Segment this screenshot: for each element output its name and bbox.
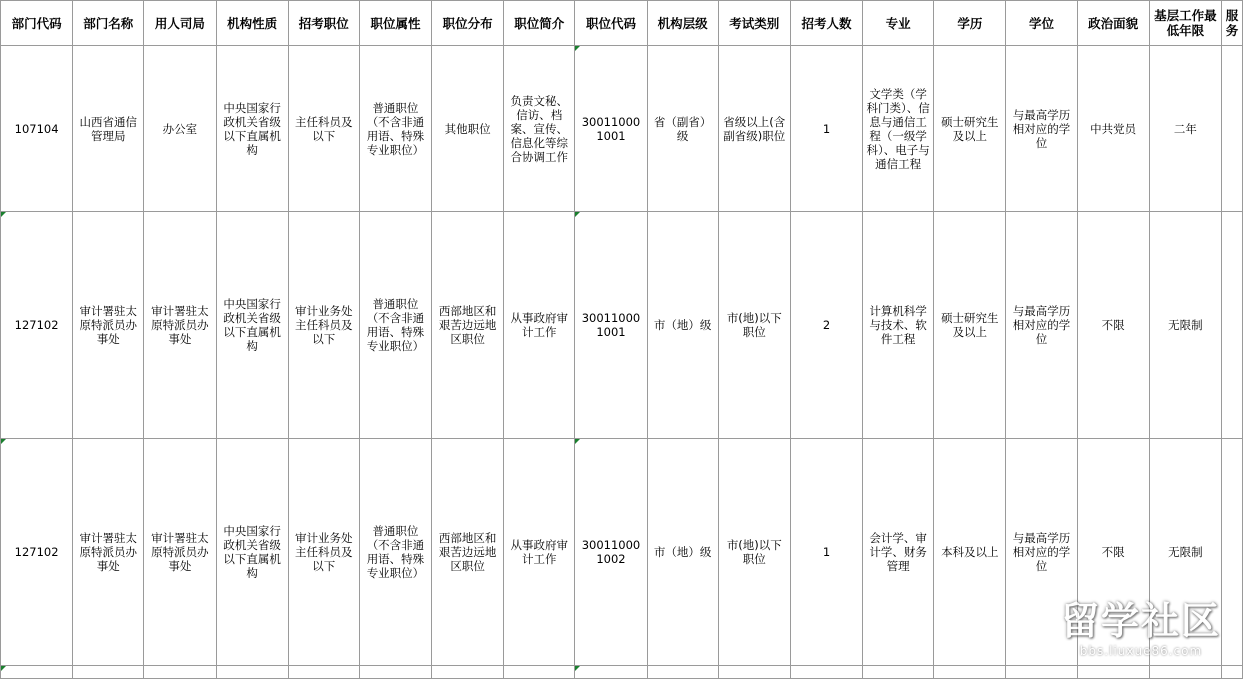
cell-headcount[interactable]: 1 — [790, 46, 862, 212]
table-row — [1, 212, 1243, 439]
cell-empty[interactable] — [504, 666, 575, 679]
cell-major[interactable]: 文学类（学科门类）、信息与通信工程（一级学科）、电子与通信工程 — [863, 46, 934, 212]
cell-dept-name[interactable]: 审计署驻太原特派员办事处 — [73, 439, 144, 666]
cell-political[interactable]: 中共党员 — [1077, 46, 1149, 212]
cell-position-desc[interactable]: 从事政府审计工作 — [504, 439, 575, 666]
cell-position[interactable]: 主任科员及以下 — [288, 46, 359, 212]
cell-degree[interactable]: 与最高学历相对应的学位 — [1006, 439, 1077, 666]
cell-position-desc[interactable]: 负责文秘、信访、档案、宣传、信息化等综合协调工作 — [504, 46, 575, 212]
cell-position-code[interactable]: 300110001002 — [575, 439, 647, 666]
cell-position[interactable]: 审计业务处主任科员及以下 — [288, 212, 359, 439]
cell-empty[interactable] — [73, 666, 144, 679]
cell-degree[interactable]: 与最高学历相对应的学位 — [1006, 212, 1077, 439]
cell-position-code[interactable]: 300110001001 — [575, 212, 647, 439]
cell-min-years[interactable]: 无限制 — [1149, 212, 1221, 439]
cell-empty[interactable] — [1221, 666, 1242, 679]
cell-headcount[interactable]: 1 — [790, 439, 862, 666]
cell-bureau[interactable]: 审计署驻太原特派员办事处 — [144, 439, 216, 666]
cell-headcount[interactable]: 2 — [790, 212, 862, 439]
cell-empty[interactable] — [359, 666, 431, 679]
header-political[interactable]: 政治面貌 — [1077, 1, 1149, 46]
table-row — [1, 439, 1243, 666]
header-position-desc[interactable]: 职位简介 — [504, 1, 575, 46]
cell-education[interactable]: 硕士研究生及以上 — [934, 212, 1006, 439]
cell-dept-code[interactable]: 127102 — [1, 439, 73, 666]
header-org-level[interactable]: 机构层级 — [647, 1, 718, 46]
cell-position-desc[interactable]: 从事政府审计工作 — [504, 212, 575, 439]
header-dept-code[interactable]: 部门代码 — [1, 1, 73, 46]
cell-education[interactable]: 硕士研究生及以上 — [934, 46, 1006, 212]
watermark-logo — [1061, 598, 1221, 670]
cell-empty[interactable] — [432, 666, 504, 679]
cell-exam-type[interactable]: 市(地)以下职位 — [718, 439, 790, 666]
header-position[interactable]: 招考职位 — [288, 1, 359, 46]
cell-bureau[interactable]: 审计署驻太原特派员办事处 — [144, 212, 216, 439]
cell-position-attr[interactable]: 普通职位（不含非通用语、特殊专业职位） — [359, 46, 431, 212]
cell-org-level[interactable]: 市（地）级 — [647, 212, 718, 439]
cell-empty[interactable] — [216, 666, 288, 679]
cell-org-nature[interactable]: 中央国家行政机关省级以下直属机构 — [216, 439, 288, 666]
cell-political[interactable]: 不限 — [1077, 212, 1149, 439]
cell-position-dist[interactable]: 西部地区和艰苦边远地区职位 — [432, 439, 504, 666]
cell-service[interactable] — [1221, 439, 1242, 666]
cell-position-attr[interactable]: 普通职位（不含非通用语、特殊专业职位） — [359, 439, 431, 666]
cell-degree[interactable]: 与最高学历相对应的学位 — [1006, 46, 1077, 212]
table-row — [1, 46, 1243, 212]
cell-major[interactable]: 会计学、审计学、财务管理 — [863, 439, 934, 666]
header-min-years[interactable]: 基层工作最低年限 — [1149, 1, 1221, 46]
cell-education[interactable]: 本科及以上 — [934, 439, 1006, 666]
cell-empty[interactable] — [863, 666, 934, 679]
cell-empty[interactable] — [718, 666, 790, 679]
cell-org-level[interactable]: 市（地）级 — [647, 439, 718, 666]
header-education[interactable]: 学历 — [934, 1, 1006, 46]
cell-exam-type[interactable]: 省级以上(含副省级)职位 — [718, 46, 790, 212]
watermark-logo-text: 留学社区 — [1061, 599, 1222, 643]
cell-empty[interactable] — [1, 666, 73, 679]
cell-major[interactable]: 计算机科学与技术、软件工程 — [863, 212, 934, 439]
cell-org-nature[interactable]: 中央国家行政机关省级以下直属机构 — [216, 212, 288, 439]
cell-empty[interactable] — [790, 666, 862, 679]
header-position-dist[interactable]: 职位分布 — [432, 1, 504, 46]
header-position-code[interactable]: 职位代码 — [575, 1, 647, 46]
cell-bureau[interactable]: 办公室 — [144, 46, 216, 212]
cell-exam-type[interactable]: 市(地)以下职位 — [718, 212, 790, 439]
cell-political[interactable]: 不限 — [1077, 439, 1149, 666]
header-position-attr[interactable]: 职位属性 — [359, 1, 431, 46]
header-bureau[interactable]: 用人司局 — [144, 1, 216, 46]
cell-org-nature[interactable]: 中央国家行政机关省级以下直属机构 — [216, 46, 288, 212]
cell-min-years[interactable]: 二年 — [1149, 46, 1221, 212]
cell-service[interactable] — [1221, 46, 1242, 212]
header-headcount[interactable]: 招考人数 — [790, 1, 862, 46]
table-row-partial — [1, 666, 1243, 679]
header-row — [1, 1, 1243, 46]
cell-empty[interactable] — [144, 666, 216, 679]
header-service[interactable]: 服务 — [1221, 1, 1242, 46]
cell-position-dist[interactable]: 西部地区和艰苦边远地区职位 — [432, 212, 504, 439]
header-dept-name[interactable]: 部门名称 — [73, 1, 144, 46]
cell-dept-code[interactable]: 107104 — [1, 46, 73, 212]
cell-dept-name[interactable]: 山西省通信管理局 — [73, 46, 144, 212]
header-exam-type[interactable]: 考试类别 — [718, 1, 790, 46]
cell-position[interactable]: 审计业务处主任科员及以下 — [288, 439, 359, 666]
header-major[interactable]: 专业 — [863, 1, 934, 46]
cell-dept-code[interactable]: 127102 — [1, 212, 73, 439]
cell-empty[interactable] — [575, 666, 647, 679]
cell-position-attr[interactable]: 普通职位（不含非通用语、特殊专业职位） — [359, 212, 431, 439]
cell-empty[interactable] — [288, 666, 359, 679]
header-org-nature[interactable]: 机构性质 — [216, 1, 288, 46]
header-degree[interactable]: 学位 — [1006, 1, 1077, 46]
cell-org-level[interactable]: 省（副省）级 — [647, 46, 718, 212]
cell-position-code[interactable]: 300110001001 — [575, 46, 647, 212]
cell-service[interactable] — [1221, 212, 1242, 439]
cell-position-dist[interactable]: 其他职位 — [432, 46, 504, 212]
cell-empty[interactable] — [934, 666, 1006, 679]
cell-min-years[interactable]: 无限制 — [1149, 439, 1221, 666]
watermark-url: bbs.liuxue86.com — [1079, 644, 1203, 658]
cell-dept-name[interactable]: 审计署驻太原特派员办事处 — [73, 212, 144, 439]
cell-empty[interactable] — [647, 666, 718, 679]
